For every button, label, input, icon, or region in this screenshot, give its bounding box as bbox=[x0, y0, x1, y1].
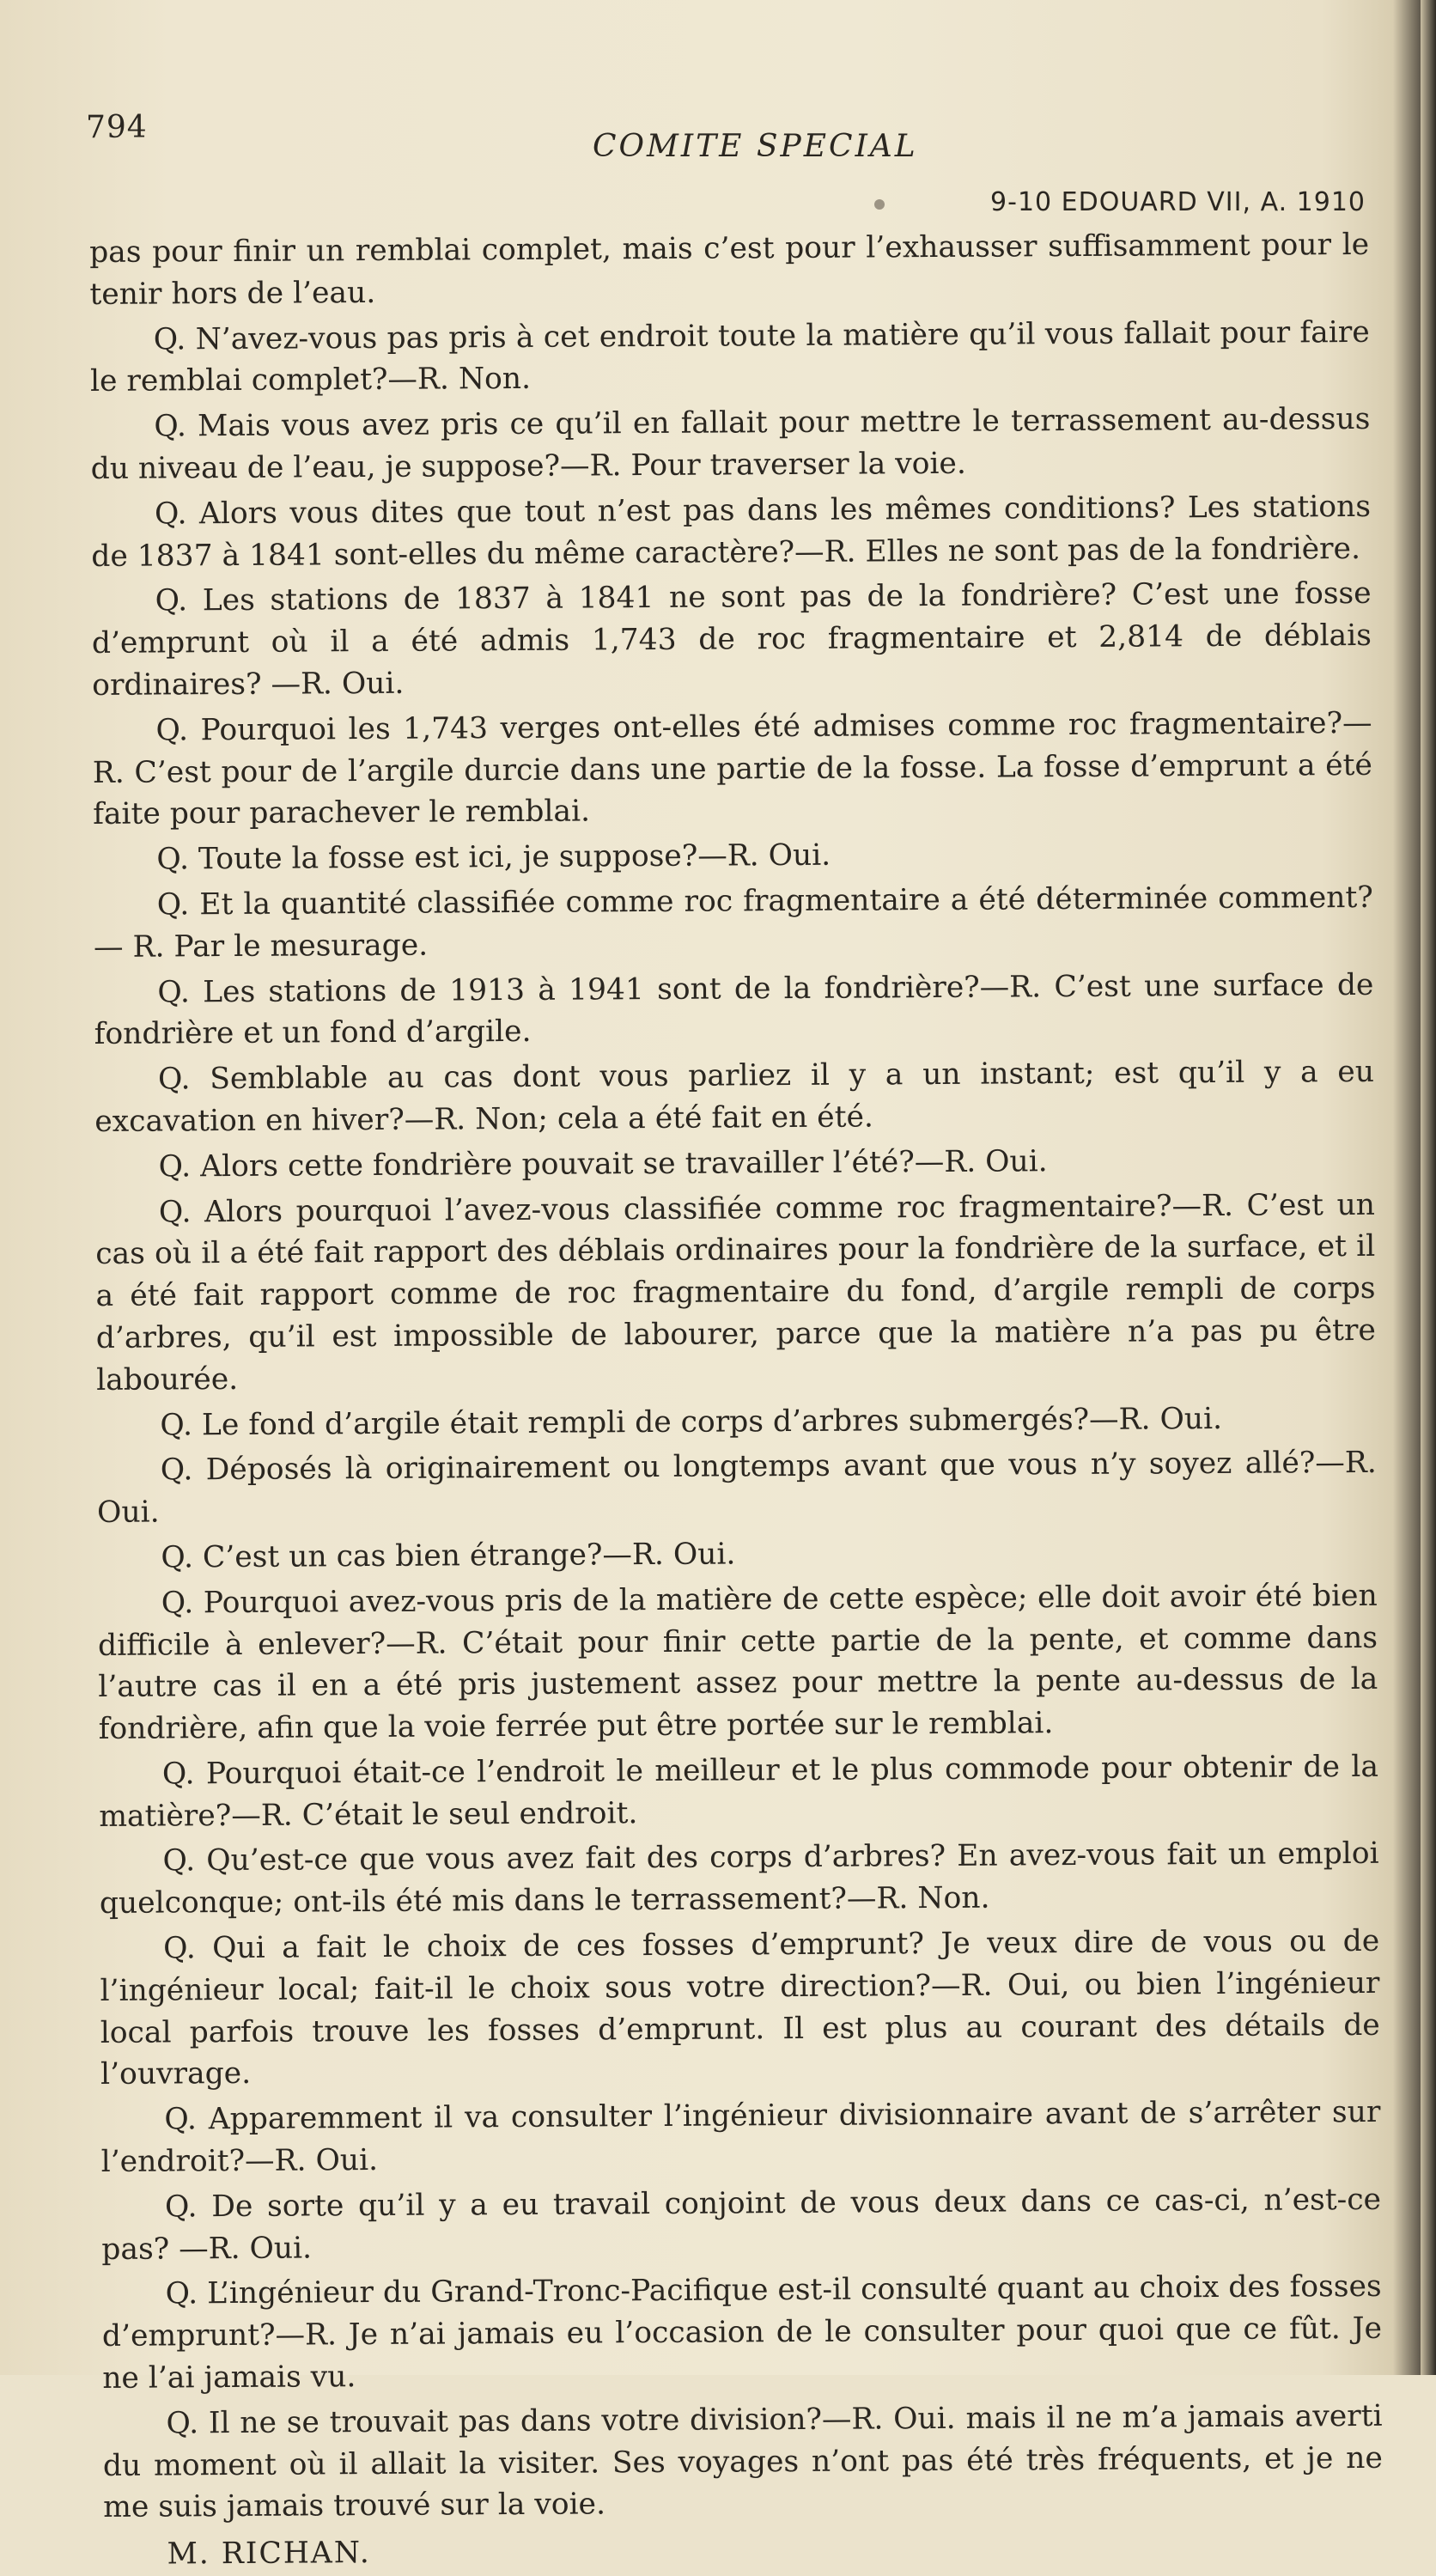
paragraph: Q. Les stations de 1913 à 1941 sont de la fondrière?—R. C’est une surface de fondrière et un fond d’argile. bbox=[94, 967, 1374, 1052]
paragraph: Q. Déposés là originairement ou longtemps avant que vous n’y soyez allé?—R. Oui. bbox=[96, 1446, 1377, 1531]
paragraph: Q. Il ne se trouvait pas dans votre division?—R. Oui. mais il ne m’a jamais averti du moment où il allait la visiter. Ses voyages n’ont pas été très fréquents, et je ne me suis jamais trouvé sur la voie. bbox=[102, 2398, 1383, 2525]
paragraph: Q. Pourquoi les 1,743 verges ont-elles été admises comme roc fragmentaire?—R. C’est pour de l’argile durcie dans une partie de la fosse. La fosse d’emprunt a été faite pour parachever le remblai. bbox=[92, 705, 1372, 832]
transcript-body bbox=[89, 224, 1384, 2576]
paragraph: Q. Semblable au cas dont vous parliez il y a un instant; est qu’il y a eu excavation en hiver?—R. Non; cela a été fait en été. bbox=[94, 1055, 1375, 1139]
page-edge-shadow bbox=[1421, 0, 1436, 2375]
session-heading: 9-10 EDOUARD VII, A. 1910 bbox=[990, 187, 1366, 217]
paragraph: Q. Apparemment il va consulter l’ingénieur divisionnaire avant de s’arrêter sur l’endroit?—R. Oui. bbox=[100, 2095, 1381, 2180]
paragraph: Q. Le fond d’argile était rempli de corps d’arbres submergés?—R. Oui. bbox=[160, 1401, 1223, 1443]
paragraph: Q. Et la quantité classifiée comme roc fragmentaire a été déterminée comment?— R. Par le mesurage. bbox=[93, 880, 1373, 965]
paragraph: Q. Mais vous avez pris ce qu’il en fallait pour mettre le terrassement au-dessus du niveau de l’eau, je suppose?—R. Pour traverser la voie. bbox=[90, 402, 1371, 486]
speaker-name: M. RICHAN. bbox=[167, 2536, 371, 2572]
paragraph: Q. N’avez-vous pas pris à cet endroit toute la matière qu’il vous fallait pour faire le remblai complet?—R. Non. bbox=[89, 314, 1370, 399]
running-title: COMITE SPECIAL bbox=[593, 129, 918, 164]
paragraph: Q. Pourquoi avez-vous pris de la matière de cette espèce; elle doit avoir été bien difficile à enlever?—R. C’était pour finir cette partie de la pente, et comme dans l’autre cas il en a été pris justement assez pour mettre la pente au-dessus de la fondrière, afin que la voie ferrée put être portée sur le remblai. bbox=[97, 1578, 1378, 1747]
paragraph: Q. Alors pourquoi l’avez-vous classifiée comme roc fragmentaire?—R. C’est un cas où il a été fait rapport des déblais ordinaires pour la fondrière de la surface, et il a été fait rapport comme de roc fragmentaire du fond, d’argile rempli de corps d’arbres, qu’il est impossible de labourer, parce que la matière n’a pas pu être labourée. bbox=[95, 1187, 1376, 1398]
paragraph: Q. Alors vous dites que tout n’est pas dans les mêmes conditions? Les stations de 1837 à 1841 sont-elles du même caractère?—R. Elles ne sont pas de la fondrière. bbox=[91, 489, 1372, 574]
paragraph: Q. Toute la fosse est ici, je suppose?—R. Oui. bbox=[156, 837, 831, 877]
paragraph: Q. Qu’est-ce que vous avez fait des corps d’arbres? En avez-vous fait un emploi quelconque; ont-ils été mis dans le terrassement?—R. Non. bbox=[99, 1836, 1379, 1921]
paragraph: Q. C’est un cas bien étrange?—R. Oui. bbox=[161, 1537, 736, 1575]
paragraph: Q. De sorte qu’il y a eu travail conjoint de vous deux dans ce cas-ci, n’est-ce pas? —R. Oui. bbox=[101, 2182, 1382, 2267]
paragraph: Q. Pourquoi était-ce l’endroit le meilleur et le plus commode pour obtenir de la matière?—R. C’était le seul endroit. bbox=[99, 1749, 1379, 1834]
paragraph: Q. Les stations de 1837 à 1841 ne sont pas de la fondrière? C’est une fosse d’emprunt où il a été admis 1,743 de roc fragmentaire et 2,814 de déblais ordinaires? —R. Oui. bbox=[91, 576, 1372, 703]
ink-spot bbox=[874, 199, 885, 210]
paragraph: pas pour finir un remblai complet, mais c’est pour l’exhausser suffisamment pour le tenir hors de l’eau. bbox=[89, 227, 1370, 312]
page-number: 794 bbox=[86, 110, 148, 145]
paragraph: Q. Qui a fait le choix de ces fosses d’emprunt? Je veux dire de vous ou de l’ingénieur local; fait-il le choix sous votre direction?—R. Oui, ou bien l’ingénieur local parfois trouve les fosses d’emprunt. Il est plus au courant des détails de l’ouvrage. bbox=[100, 1923, 1380, 2092]
paragraph: Q. Alors cette fondrière pouvait se travailler l’été?—R. Oui. bbox=[158, 1143, 1048, 1184]
paragraph: Q. L’ingénieur du Grand-Tronc-Pacifique est-il consulté quant au choix des fosses d’emprunt?—R. Je n’ai jamais eu l’occasion de le consulter pour quoi que ce fût. Je ne l’ai jamais vu. bbox=[101, 2269, 1383, 2396]
